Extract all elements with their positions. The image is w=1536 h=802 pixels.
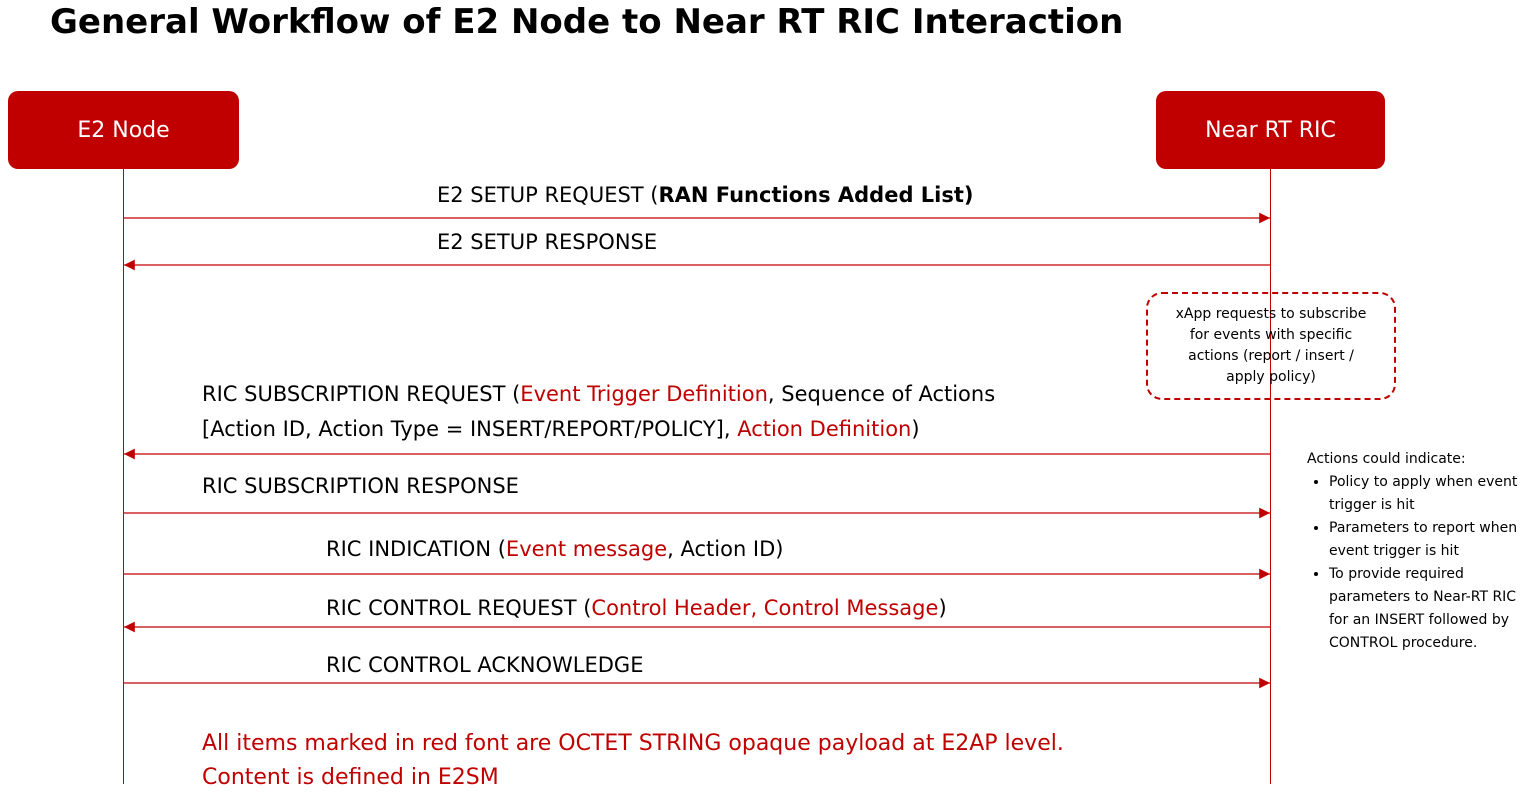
list-item: • To provide required parameters to Near-RT RIC for an INSERT followed by CONTROL procedure. bbox=[1329, 563, 1529, 655]
msg-control-ack: RIC CONTROL ACKNOWLEDGE bbox=[326, 653, 644, 677]
msg-subscription-request-line2: [Action ID, Action Type = INSERT/REPORT/POLICY], Action Definition) bbox=[202, 417, 920, 441]
diagram-title: General Workflow of E2 Node to Near RT RIC Interaction bbox=[50, 2, 1124, 42]
msg-subscription-request-line1: RIC SUBSCRIPTION REQUEST (Event Trigger Definition, Sequence of Actions bbox=[202, 382, 996, 406]
msg-subscription-response: RIC SUBSCRIPTION RESPONSE bbox=[202, 474, 519, 498]
msg-setup-response: E2 SETUP RESPONSE bbox=[437, 230, 658, 254]
actor-near-rt-ric-label: Near RT RIC bbox=[1205, 117, 1336, 143]
actions-note bbox=[1307, 448, 1529, 655]
list-item: • Parameters to report when event trigger is hit bbox=[1329, 517, 1529, 563]
msg-indication: RIC INDICATION (Event message, Action ID) bbox=[326, 537, 784, 561]
msg-subscription-request bbox=[202, 377, 995, 447]
xapp-note-line: xApp requests to subscribe bbox=[1175, 306, 1367, 322]
list-item: • Policy to apply when event trigger is hit bbox=[1329, 471, 1529, 517]
xapp-note-line: for events with specific bbox=[1189, 327, 1353, 343]
msg-control-request: RIC CONTROL REQUEST (Control Header, Control Message) bbox=[326, 596, 947, 620]
msg-setup-request: E2 SETUP REQUEST (RAN Functions Added List) bbox=[437, 183, 974, 207]
xapp-note-line: actions (report / insert / bbox=[1188, 348, 1354, 364]
actor-e2-node-label: E2 Node bbox=[77, 117, 170, 143]
xapp-subscribe-note bbox=[1146, 292, 1396, 400]
actions-note-heading: Actions could indicate: bbox=[1307, 451, 1466, 467]
actions-note-list bbox=[1307, 471, 1529, 655]
footer-note bbox=[202, 727, 1064, 795]
xapp-note-line: apply policy) bbox=[1226, 369, 1316, 385]
footer-line-1: All items marked in red font are OCTET STRING opaque payload at E2AP level. bbox=[202, 731, 1064, 756]
footer-line-2: Content is defined in E2SM bbox=[202, 765, 499, 790]
